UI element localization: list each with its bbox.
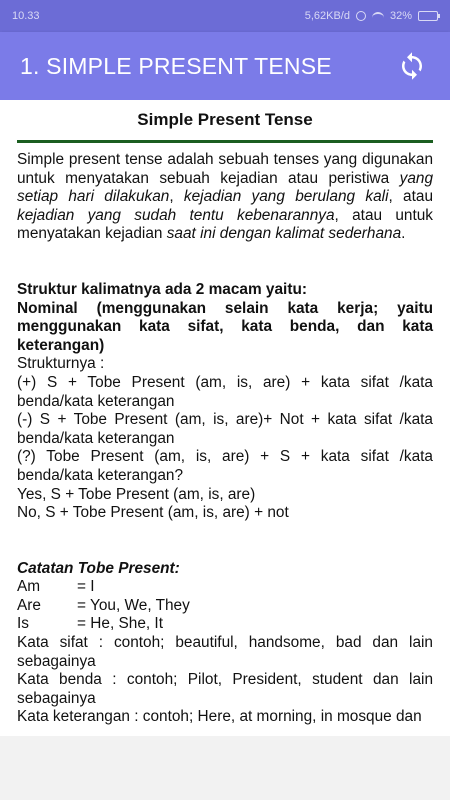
article-content[interactable] (0, 100, 450, 736)
refresh-icon (397, 51, 427, 81)
bottom-empty-area (0, 736, 450, 800)
example-kata-benda: Kata benda : contoh; Pilot, President, student dan lain sebagainya (17, 671, 433, 707)
article-title: Simple Present Tense (137, 110, 313, 129)
status-bar (0, 0, 450, 32)
answer-no: No, S + Tobe Present (am, is, are) + not (17, 504, 289, 522)
app-bar-title: 1. SIMPLE PRESENT TENSE (20, 52, 332, 79)
wifi-icon (372, 12, 384, 20)
refresh-button[interactable] (394, 48, 430, 84)
alarm-icon (356, 11, 366, 21)
network-speed: 5,62KB/d (304, 10, 350, 22)
struktur-heading: Struktur kalimatnya ada 2 macam yaitu: (17, 280, 307, 298)
example-kata-sifat: Kata sifat : contoh; beautiful, handsome, bad dan lain sebagainya (17, 634, 433, 670)
example-kata-keterangan: Kata keterangan : contoh; Here, at morning, in mosque dan (17, 708, 422, 726)
nominal-heading: Nominal (menggunakan selain kata kerja; yaitu menggunakan kata sifat, kata benda, dan kata keterangan) (17, 299, 433, 354)
status-time: 10.33 (12, 10, 40, 22)
tobe-row: Is = He, She, It (17, 615, 163, 633)
strukturnya-label: Strukturnya : (17, 355, 105, 373)
battery-percent: 32% (389, 10, 412, 22)
formula-question: (?) Tobe Present (am, is, are) + S + kata sifat /kata benda/kata keterangan? (17, 448, 433, 484)
formula-negative: (-) S + Tobe Present (am, is, are)+ Not + kata sifat /kata benda/kata keterangan (17, 411, 433, 447)
title-divider (17, 140, 433, 143)
tobe-row: Are = You, We, They (17, 596, 190, 614)
intro-paragraph: Simple present tense adalah sebuah tenses yang digunakan untuk menyatakan sebuah kejadian atau peristiwa yang setiap hari dilakukan, kejadian yang berulang kali, atau kejadian yang sudah tentu kebenarannya, atau untuk menyatakan kejadian saat ini dengan kalimat sederhana. (17, 151, 434, 243)
app-bar (0, 32, 450, 100)
tobe-row: Am = I (17, 578, 95, 596)
formula-positive: (+) S + Tobe Present (am, is, are) + kata sifat /kata benda/kata keterangan (17, 373, 433, 410)
battery-icon (418, 11, 438, 21)
status-indicators (305, 10, 438, 22)
answer-yes: Yes, S + Tobe Present (am, is, are) (17, 485, 256, 503)
catatan-heading: Catatan Tobe Present: (17, 559, 180, 577)
